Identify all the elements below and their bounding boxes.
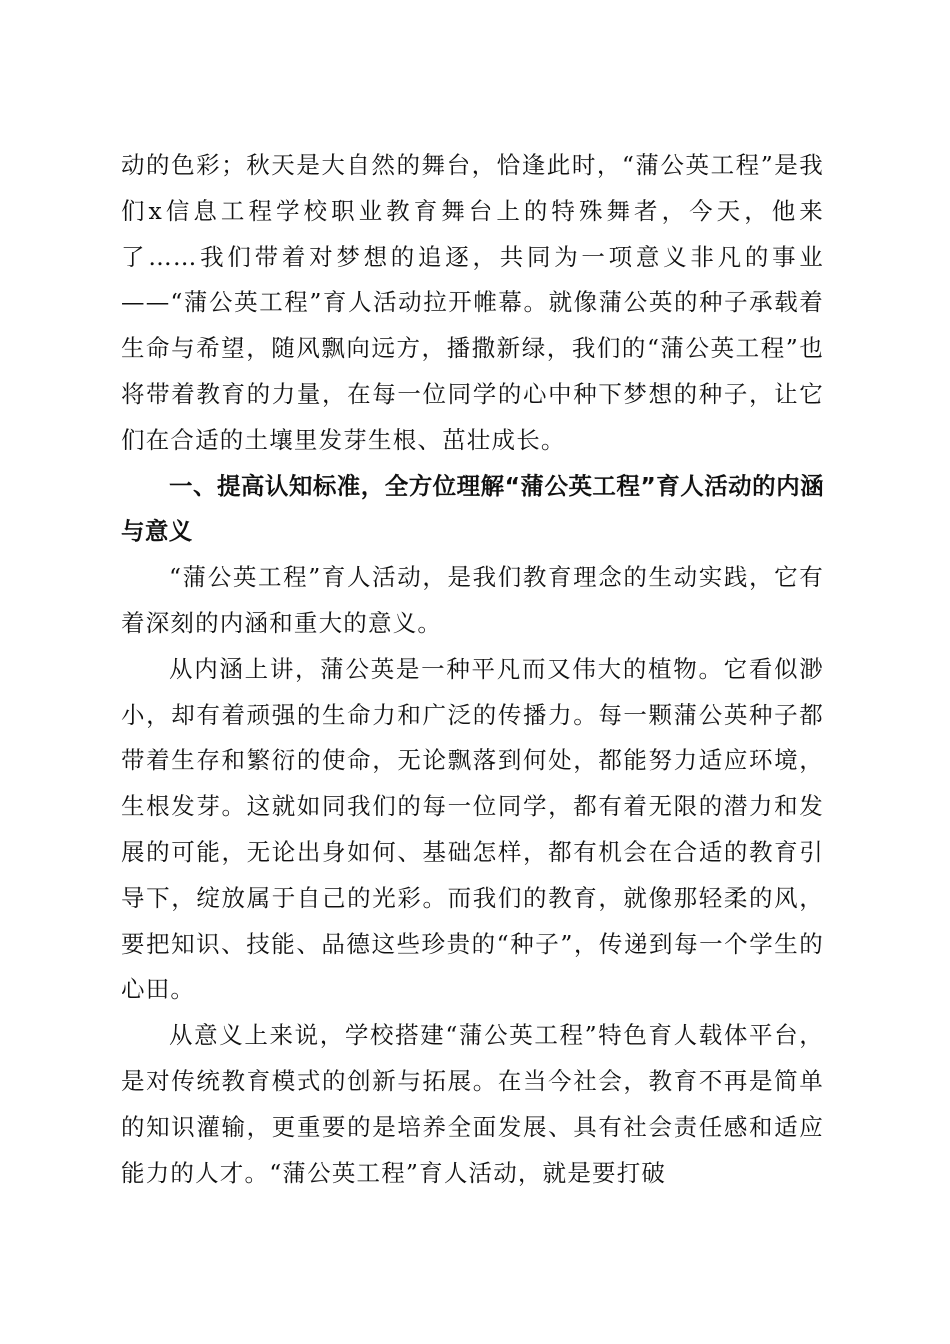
body-paragraph-intro: “蒲公英工程”育人活动，是我们教育理念的生动实践，它有着深刻的内涵和重大的意义。: [121, 563, 824, 637]
body-paragraph-opening: 动的色彩；秋天是大自然的舞台，恰逢此时，“蒲公英工程”是我们x信息工程学校职业教育舞台上的特殊舞者，今天，他来了……我们带着对梦想的追逐，共同为一项意义非凡的事业——“蒲公英工程”育人活动拉开帷幕。就像蒲公英的种子承载着生命与希望，随风飘向远方，播撒新绿，我们的“蒲公英工程”也将带着教育的力量，在每一位同学的心中种下梦想的种子，让它们在合适的土壤里发芽生根、茁壮成长。: [121, 151, 824, 454]
section-heading-1: 一、提高认知标准，全方位理解“蒲公英工程”育人活动的内涵与意义: [121, 471, 824, 546]
body-paragraph-significance: 从意义上来说，学校搭建“蒲公英工程”特色育人载体平台，是对传统教育模式的创新与拓展。在当今社会，教育不再是简单的知识灌输，更重要的是培养全面发展、具有社会责任感和适应能力的人才。“蒲公英工程”育人活动，就是要打破: [121, 1021, 824, 1187]
document-page: [121, 143, 824, 1196]
body-paragraph-connotation: 从内涵上讲，蒲公英是一种平凡而又伟大的植物。它看似渺小，却有着顽强的生命力和广泛的传播力。每一颗蒲公英种子都带着生存和繁衍的使命，无论飘落到何处，都能努力适应环境，生根发芽。这就如同我们的每一位同学，都有着无限的潜力和发展的可能，无论出身如何、基础怎样，都有机会在合适的教育引导下，绽放属于自己的光彩。而我们的教育，就像那轻柔的风，要把知识、技能、品德这些珍贵的“种子”，传递到每一个学生的心田。: [121, 654, 824, 1004]
